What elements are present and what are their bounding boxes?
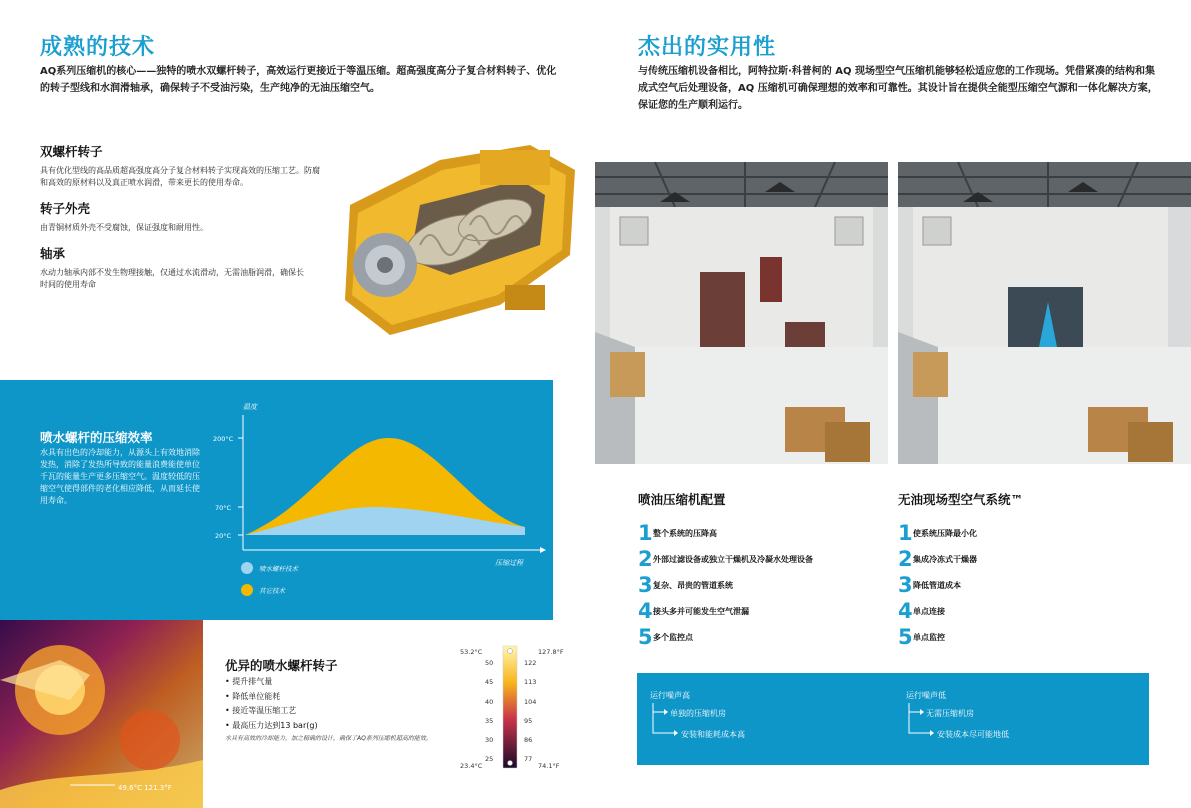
gauge-c-tick: 25	[485, 755, 494, 763]
efficiency-text: 水具有出色的冷却能力，从源头上有效地消除发热，消除了发热所导致的能量浪费能使单位千瓦的能量生产更多压缩空气。温度较低的压缩空气使得部件的老化相应降低，从而延长使用寿命。	[40, 448, 200, 505]
screw-rotor-illustration	[330, 135, 585, 345]
item-number: 2	[898, 546, 913, 571]
list-item	[898, 546, 977, 572]
item-number: 2	[638, 546, 653, 571]
list-item: • 降低单位能耗	[225, 691, 281, 701]
temperature-gauge	[455, 642, 575, 772]
intro-left: AQ系列压缩机的核心——独特的喷水双螺杆转子，高效运行更接近于等温压缩。超高强度高分子复合材料转子、优化的转子型线和水润滑轴承，确保转子不受油污染，生产纯净的无油压缩空气。	[40, 66, 557, 94]
thermal-temperature-label: 49.6°C 121.3°F	[118, 784, 172, 792]
feature-list	[40, 142, 320, 291]
col-oilfree-title: 无油现场型空气系统™	[898, 492, 1024, 507]
gauge-top-c: 53.2°C	[460, 648, 483, 656]
gauge-c-tick: 50	[485, 659, 494, 667]
list-item	[898, 572, 977, 598]
efficiency-title: 喷水螺杆的压缩效率	[40, 430, 153, 445]
item-text: 使系统压降最小化	[913, 528, 977, 538]
photo-oil-injected-room	[595, 162, 888, 464]
gauge-f-tick: 122	[524, 659, 537, 667]
box-col1-line3: 安装和能耗成本高	[681, 730, 745, 739]
col-oil-list	[638, 520, 813, 650]
noise-comparison-box	[637, 673, 1149, 765]
item-text: 外部过滤设备或独立干燥机及冷凝水处理设备	[653, 554, 813, 564]
list-item	[638, 624, 813, 650]
box-col2-line3: 安装成本尽可能地低	[937, 730, 1009, 739]
photo-oil-free-room	[898, 162, 1191, 464]
list-item	[638, 572, 813, 598]
gauge-bottom-marker	[508, 761, 513, 766]
rotor-note: 水具有高效的冷却能力，加之精确的设计，确保了AQ系列压缩机超高的能效。	[225, 735, 432, 742]
x-axis-arrow	[540, 547, 546, 553]
gauge-c-tick: 35	[485, 717, 494, 725]
feature-rotor	[40, 142, 320, 189]
rotor-section-title: 优异的喷水螺杆转子	[225, 658, 338, 673]
feature-text: 具有优化型线的高品质超高强度高分子复合材料转子实现高效的压缩工艺。防腐和高效的原材料以及真正喷水润滑，带来更长的使用寿命。	[40, 166, 320, 187]
item-text: 接头多并可能发生空气泄漏	[653, 606, 749, 616]
item-text: 多个监控点	[653, 632, 693, 642]
feature-title: 轴承	[40, 246, 66, 261]
list-item	[638, 598, 813, 624]
feature-text: 水动力轴承内部不发生物理接触，仅通过水流滑动，无需油脂润滑，确保长时间的使用寿命	[40, 268, 304, 289]
box-col2-line2: 无需压缩机房	[926, 709, 974, 718]
feature-text: 由青铜材质外壳不受腐蚀，保证强度和耐用性。	[40, 223, 208, 232]
gauge-f-tick: 86	[524, 736, 533, 744]
gauge-c-tick: 30	[485, 736, 494, 744]
list-item	[898, 598, 977, 624]
thermal-image	[0, 620, 203, 808]
gauge-f-tick: 113	[524, 678, 537, 686]
legend-other-swatch	[241, 584, 253, 596]
col-oil-title: 喷油压缩机配置	[638, 492, 726, 507]
list-item: • 接近等温压缩工艺	[225, 706, 297, 715]
legend-other-label: 其它技术	[259, 587, 285, 595]
item-number: 5	[898, 624, 913, 649]
gauge-bar	[503, 646, 517, 768]
gauge-c-tick: 45	[485, 678, 494, 686]
item-text: 单点监控	[913, 632, 945, 642]
item-number: 4	[638, 598, 653, 623]
gauge-top-f: 127.8°F	[538, 648, 564, 656]
box-col2-heading: 运行噪声低	[906, 691, 946, 700]
col-oilfree-list	[898, 520, 977, 650]
item-number: 4	[898, 598, 913, 623]
feature-title: 转子外壳	[40, 201, 91, 216]
list-item	[638, 520, 813, 546]
rotor-benefit-list	[225, 675, 318, 733]
item-text: 单点连接	[913, 606, 945, 616]
chart-xlabel: 压缩过程	[495, 559, 523, 567]
item-text: 降低管道成本	[913, 580, 961, 590]
gauge-bottom-c: 23.4°C	[460, 762, 483, 770]
intro-right: 与传统压缩机设备相比，阿特拉斯·科普柯的 AQ 现场型空气压缩机能够轻松适应您的工作现场。凭借紧凑的结构和集成式空气后处理设备，AQ 压缩机可确保理想的效率和可靠性。其设计旨在提供全能型压缩空气源和一体化解决方案，保证您的生产顺利运行。	[638, 66, 1158, 111]
chart-ylabel: 温度	[243, 403, 257, 411]
item-text: 复杂、昂贵的管道系统	[653, 580, 733, 590]
gauge-c-tick: 40	[485, 698, 494, 706]
feature-title: 双螺杆转子	[40, 144, 103, 159]
item-number: 3	[638, 572, 653, 597]
page-title-right: 杰出的实用性	[638, 35, 777, 60]
feature-bearing	[40, 244, 320, 291]
item-text: 整个系统的压降高	[653, 528, 717, 538]
list-item	[638, 546, 813, 572]
gauge-f-tick: 104	[524, 698, 537, 706]
gauge-f-tick: 95	[524, 717, 533, 725]
ytick-200: 200°C	[213, 435, 234, 443]
item-number: 3	[898, 572, 913, 597]
item-number: 1	[638, 520, 653, 545]
item-number: 1	[898, 520, 913, 545]
list-item	[898, 520, 977, 546]
page-title-left: 成熟的技术	[40, 35, 156, 60]
feature-housing	[40, 199, 320, 234]
item-text: 集成冷冻式干燥器	[913, 554, 977, 564]
list-item	[898, 624, 977, 650]
efficiency-chart	[205, 395, 550, 610]
list-item: • 提升排气量	[225, 677, 273, 686]
gauge-f-tick: 77	[524, 755, 533, 763]
gauge-bottom-f: 74.1°F	[538, 762, 560, 770]
item-number: 5	[638, 624, 653, 649]
box-col1-heading: 运行噪声高	[650, 691, 690, 700]
ytick-70: 70°C	[215, 504, 232, 512]
gauge-top-marker	[508, 649, 513, 654]
legend-water-swatch	[241, 562, 253, 574]
box-col1-line2: 单独的压缩机房	[670, 709, 726, 718]
list-item: • 最高压力达到13 bar(g)	[225, 720, 318, 730]
legend-water-label: 喷水螺杆技术	[259, 565, 298, 573]
ytick-20: 20°C	[215, 532, 232, 540]
